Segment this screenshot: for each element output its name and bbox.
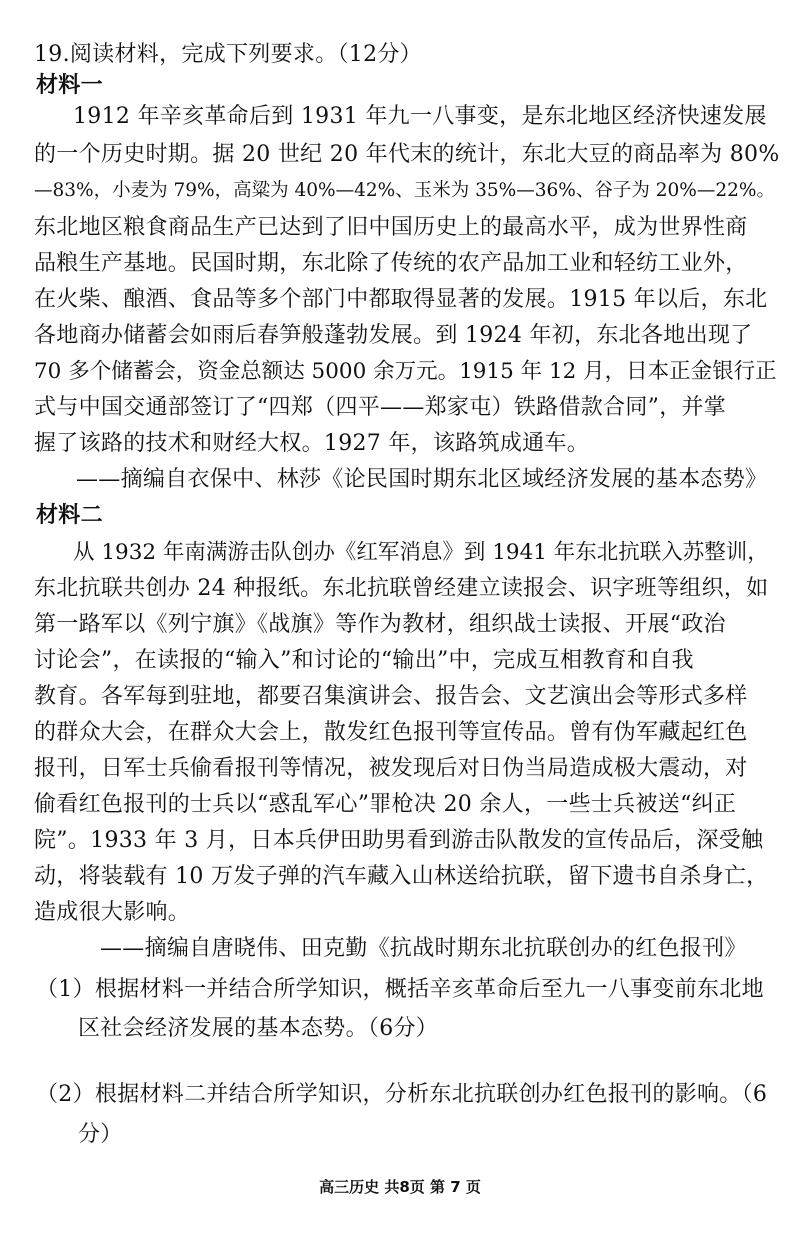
material2-line: 第一路军以《列宁旗》《战旗》等作为教材，组织战士读报、开展“政治 xyxy=(34,612,726,637)
material1-line: 品粮生产基地。民国时期，东北除了传统的农产品加工业和轻纺工业外， xyxy=(34,251,748,276)
material1-line: 在火柴、酿酒、食品等多个部门中都取得显著的发展。1915 年以后，东北 xyxy=(34,287,768,312)
page-footer: 高三历史 共8页 第 7 页 xyxy=(319,1178,481,1196)
material2-line: 造成很大影响。 xyxy=(34,900,191,925)
subquestion-1-line2: 区社会经济发展的基本态势。（6分） xyxy=(78,1016,439,1041)
material1-line: 的一个历史时期。据 20 世纪 20 年代末的统计，东北大豆的商品率为 80% xyxy=(34,142,780,167)
material2-line: 讨论会”，在读报的“输入”和讨论的“输出”中，完成互相教育和自我 xyxy=(34,648,694,673)
material2-line: 偷看红色报刊的士兵以“惑乱军心”罪枪决 20 余人，一些士兵被送“纠正 xyxy=(34,792,737,817)
material2-line: 教育。各军每到驻地，都要召集演讲会、报告会、文艺演出会等形式多样 xyxy=(34,684,748,709)
material2-line: 东北抗联共创办 24 种报纸。东北抗联曾经建立读报会、识字班等组织，如 xyxy=(34,576,769,601)
material2-line: 报刊，日军士兵偷看报刊等情况，被发现后对日伪当局造成极大震动，对 xyxy=(34,756,748,781)
material2-source: ——摘编自唐晓伟、田克勤《抗战时期东北抗联创办的红色报刊》 xyxy=(100,936,747,961)
question-title: 19.阅读材料，完成下列要求。（12分） xyxy=(34,42,422,67)
material1-heading: 材料一 xyxy=(36,72,103,98)
material1-line: 东北地区粮食商品生产已达到了旧中国历史上的最高水平，成为世界性商 xyxy=(34,215,748,240)
material1-line: 70 多个储蓄会，资金总额达 5000 余万元。1915 年 12 月，日本正金银行正 xyxy=(34,359,777,384)
material2-line: 的群众大会，在群众大会上，散发红色报刊等宣传品。曾有伪军藏起红色 xyxy=(34,720,748,745)
material2-line: 院”。1933 年 3 月，日本兵伊田助男看到游击队散发的宣传品后，深受触 xyxy=(34,828,764,853)
material1-line: 式与中国交通部签订了“四郑（四平——郑家屯）铁路借款合同”，并掌 xyxy=(34,395,727,420)
material1-line: 1912 年辛亥革命后到 1931 年九一八事变，是东北地区经济快速发展 xyxy=(73,104,767,129)
material1-source: ——摘编自衣保中、林莎《论民国时期东北区域经济发展的基本态势》 xyxy=(76,467,768,492)
material2-heading: 材料二 xyxy=(36,502,103,528)
material1-line: —83%，小麦为 79%，高粱为 40%—42%、玉米为 35%—36%、谷子为 20%—22%。 xyxy=(34,180,775,201)
subquestion-2-line1: （2）根据材料二并结合所学知识，分析东北抗联创办红色报刊的影响。（6 xyxy=(36,1082,768,1107)
subquestion-2-line2: 分） xyxy=(78,1122,123,1147)
material2-line: 从 1932 年南满游击队创办《红军消息》到 1941 年东北抗联入苏整训， xyxy=(73,540,769,565)
subquestion-1-line1: （1）根据材料一并结合所学知识，概括辛亥革命后至九一八事变前东北地 xyxy=(36,977,764,1002)
material2-line: 动，将装载有 10 万发子弹的汽车藏入山林送给抗联，留下遗书自杀身亡， xyxy=(34,864,769,889)
material1-line: 各地商办储蓄会如雨后春笋般蓬勃发展。到 1924 年初，东北各地出现了 xyxy=(34,323,753,348)
material1-line: 握了该路的技术和财经大权。1927 年，该路筑成通车。 xyxy=(34,431,590,456)
